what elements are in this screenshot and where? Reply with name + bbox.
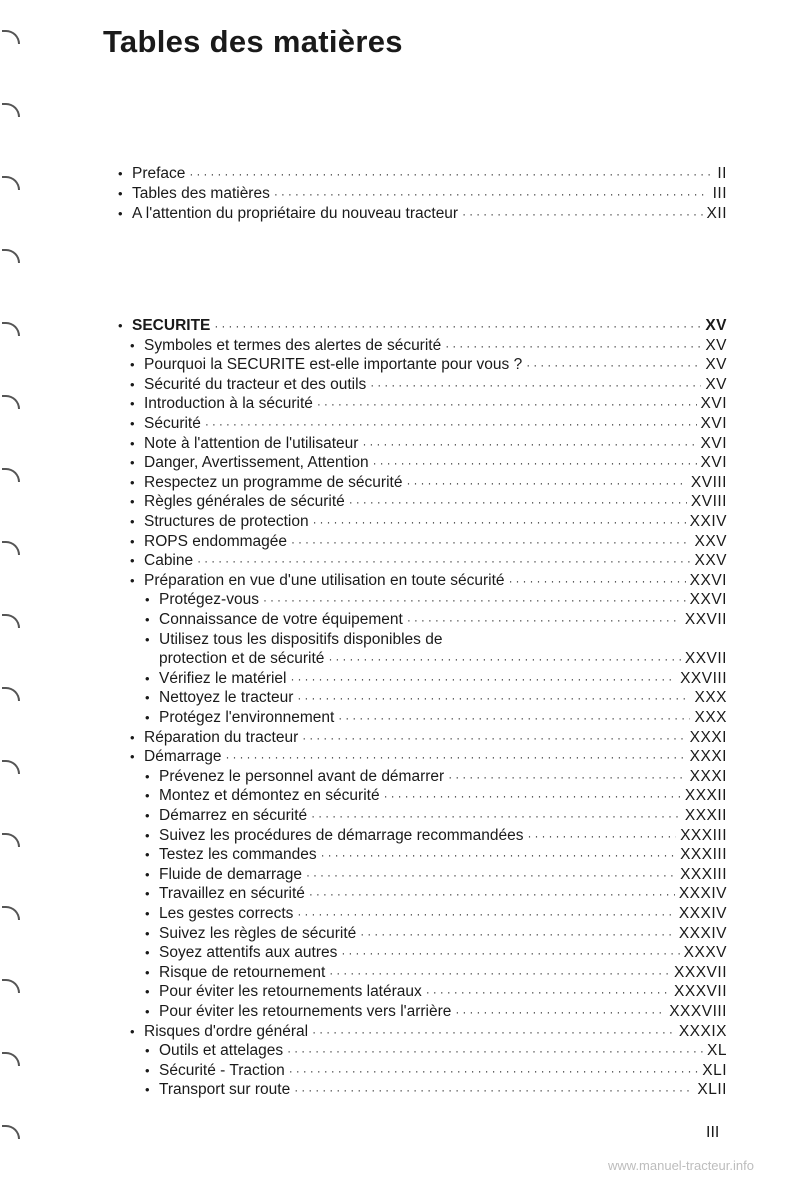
binding-hole-mark bbox=[2, 1125, 20, 1139]
toc-bullet: • bbox=[145, 1004, 150, 1019]
toc-bullet: • bbox=[145, 925, 150, 941]
toc-entry-page: XXXI bbox=[689, 748, 727, 766]
toc-leader-dots bbox=[384, 786, 681, 806]
toc-entry bbox=[130, 414, 727, 434]
toc-leader-dots bbox=[214, 316, 701, 336]
toc-entry bbox=[118, 164, 727, 184]
toc-entry-label: Démarrez en sécurité bbox=[159, 807, 308, 824]
toc-entry-label: Les gestes corrects bbox=[159, 905, 294, 922]
toc-leader-dots bbox=[448, 767, 685, 787]
toc-entry-label: ROPS endommagée bbox=[144, 532, 288, 550]
toc-bullet: • bbox=[145, 1062, 150, 1078]
toc-leader-dots bbox=[406, 473, 686, 493]
toc-bullet: • bbox=[130, 455, 135, 471]
watermark: www.manuel-tracteur.info bbox=[608, 1158, 754, 1173]
toc-bullet: • bbox=[130, 494, 135, 510]
toc-entry-page: XXXIX bbox=[678, 1022, 727, 1040]
toc-leader-dots bbox=[455, 1002, 665, 1022]
toc-entry-label: Outils et attelages bbox=[159, 1042, 284, 1060]
toc-entry-page: XVIII bbox=[690, 473, 727, 491]
toc-entry-label: Règles générales de sécurité bbox=[144, 493, 345, 511]
binding-hole-mark bbox=[2, 468, 20, 482]
toc-entry bbox=[130, 532, 727, 552]
toc-bullet: • bbox=[145, 886, 150, 902]
toc-entry bbox=[130, 1022, 727, 1042]
toc-entry bbox=[130, 336, 727, 356]
toc-entry-label: Sécurité - Traction bbox=[159, 1061, 285, 1079]
toc-bullet: • bbox=[130, 514, 135, 529]
toc-entry-label: Respectez un programme de sécurité bbox=[144, 473, 403, 491]
toc-entry-page: XV bbox=[705, 356, 727, 374]
toc-entry bbox=[130, 355, 727, 375]
toc-entry-label: Introduction à la sécurité bbox=[144, 395, 313, 413]
toc-bullet: • bbox=[145, 1043, 150, 1059]
toc-entry-page: II bbox=[717, 165, 727, 182]
toc-entry-label: Travaillez en sécurité bbox=[159, 885, 305, 903]
toc-bullet: • bbox=[130, 749, 135, 765]
toc-leader-dots bbox=[302, 728, 685, 748]
toc-entry-label: Préparation en vue d'une utilisation en toute sécurité bbox=[144, 571, 505, 589]
toc-entry-page: XXIV bbox=[689, 513, 727, 530]
toc-bullet: • bbox=[130, 533, 135, 549]
toc-leader-dots bbox=[309, 884, 675, 904]
toc-entry-page: XVI bbox=[700, 434, 727, 452]
toc-entry bbox=[145, 826, 727, 846]
toc-entry-label: Suivez les procédures de démarrage recommandées bbox=[159, 826, 524, 844]
toc-leader-dots bbox=[317, 394, 697, 414]
toc-bullet: • bbox=[145, 847, 150, 863]
toc-bullet: • bbox=[130, 416, 135, 431]
toc-entry-label: Symboles et termes des alertes de sécurité bbox=[144, 336, 442, 354]
toc-entry-page: XLI bbox=[702, 1061, 727, 1079]
toc-entry bbox=[145, 708, 727, 728]
toc-entry bbox=[145, 1061, 727, 1081]
toc-entry-label: Cabine bbox=[144, 552, 194, 570]
toc-leader-dots bbox=[338, 708, 690, 728]
toc-leader-dots bbox=[291, 669, 677, 689]
toc-entry bbox=[145, 1041, 727, 1061]
toc-entry-label: Prévenez le personnel avant de démarrer bbox=[159, 767, 445, 785]
toc-bullet: • bbox=[130, 729, 135, 745]
toc-entry-page: XXXIV bbox=[678, 885, 727, 903]
toc-entry-label: Danger, Avertissement, Attention bbox=[144, 454, 369, 472]
toc-leader-dots bbox=[312, 1022, 675, 1042]
toc-bullet: • bbox=[130, 553, 135, 569]
toc-entry bbox=[145, 630, 727, 650]
binding-hole-mark bbox=[2, 906, 20, 920]
binding-hole-mark bbox=[2, 176, 20, 190]
toc-leader-dots bbox=[445, 336, 701, 356]
toc-entry-label: Réparation du tracteur bbox=[144, 728, 299, 746]
toc-entry-page: XXX bbox=[694, 689, 727, 707]
binding-hole-mark bbox=[2, 833, 20, 847]
toc-entry-page: XXXIV bbox=[678, 905, 727, 922]
toc-entry-label: Connaissance de votre équipement bbox=[159, 611, 403, 628]
toc-entry bbox=[145, 963, 727, 983]
toc-leader-dots bbox=[360, 924, 675, 944]
toc-entry-page: XLII bbox=[697, 1081, 727, 1099]
toc-entry-label: Pour éviter les retournements latéraux bbox=[159, 983, 422, 1001]
toc-entry-page: XVI bbox=[700, 395, 727, 413]
toc-entry-page: XV bbox=[705, 375, 727, 393]
toc-entry-label: Nettoyez le tracteur bbox=[159, 689, 294, 707]
toc-entry-label: A l'attention du propriétaire du nouveau tracteur bbox=[132, 205, 459, 222]
toc-entry bbox=[130, 375, 727, 395]
toc-entry bbox=[145, 845, 727, 865]
toc-leader-dots bbox=[297, 904, 674, 924]
toc-entry-page: XXV bbox=[694, 532, 727, 550]
toc-leader-dots bbox=[311, 806, 681, 826]
toc-entry bbox=[145, 1002, 727, 1022]
toc-entry bbox=[145, 669, 727, 689]
toc-entry bbox=[145, 982, 727, 1002]
binding-hole-mark bbox=[2, 395, 20, 409]
toc-entry bbox=[130, 571, 727, 591]
binding-hole-mark bbox=[2, 614, 20, 628]
toc-entry bbox=[130, 512, 727, 532]
binding-hole-mark bbox=[2, 103, 20, 117]
toc-bullet: • bbox=[145, 612, 150, 627]
toc-leader-dots bbox=[341, 943, 679, 963]
toc-entry bbox=[145, 904, 727, 924]
toc-entry-label: Fluide de demarrage bbox=[159, 865, 303, 883]
toc-entry-page: XVI bbox=[700, 415, 727, 432]
toc-entry-label: protection et de sécurité bbox=[159, 650, 325, 668]
toc-bullet: • bbox=[145, 984, 150, 1000]
toc-entry-label: Structures de protection bbox=[144, 513, 309, 530]
toc-entry-label: Sécurité du tracteur et des outils bbox=[144, 375, 367, 393]
toc-entry-page: XXXIV bbox=[678, 924, 727, 942]
toc-entry-label: Utilisez tous les dispositifs disponibles de bbox=[159, 630, 443, 648]
toc-bullet: • bbox=[130, 572, 135, 588]
toc-entry-label: Montez et démontez en sécurité bbox=[159, 787, 380, 805]
toc-entry-page: XXXI bbox=[689, 767, 727, 785]
toc-entry bbox=[145, 590, 727, 610]
toc-entry bbox=[130, 434, 727, 454]
toc-leader-dots bbox=[509, 571, 686, 591]
binding-hole-mark bbox=[2, 322, 20, 336]
toc-entry bbox=[145, 688, 727, 708]
toc-entry bbox=[145, 924, 727, 944]
toc-entry bbox=[130, 492, 727, 512]
toc-bullet: • bbox=[130, 474, 135, 490]
toc-leader-dots bbox=[205, 414, 697, 434]
toc-entry-page: XVI bbox=[700, 454, 727, 472]
toc-entry bbox=[130, 473, 727, 493]
toc-entry-label: Risques d'ordre général bbox=[144, 1022, 309, 1040]
toc-leader-dots bbox=[306, 865, 676, 885]
toc-entry-label: Soyez attentifs aux autres bbox=[159, 944, 338, 962]
toc-leader-dots bbox=[297, 688, 690, 708]
toc-leader-dots bbox=[289, 1061, 698, 1081]
toc-entry-page: XXXII bbox=[684, 807, 727, 824]
toc-bullet: • bbox=[130, 1023, 135, 1039]
toc-leader-dots bbox=[527, 826, 676, 846]
binding-hole-mark bbox=[2, 541, 20, 555]
toc-entry bbox=[130, 551, 727, 571]
toc-entry bbox=[130, 728, 727, 748]
toc-entry-label: Preface bbox=[132, 165, 186, 182]
toc-leader-dots bbox=[329, 963, 670, 983]
toc-entry bbox=[130, 747, 727, 767]
toc-leader-dots bbox=[287, 1041, 703, 1061]
toc-bullet: • bbox=[130, 337, 135, 353]
toc-entry-page: XXX bbox=[694, 709, 727, 726]
toc-entry-label: Note à l'attention de l'utilisateur bbox=[144, 434, 359, 452]
toc-entry-label: Tables des matières bbox=[132, 185, 270, 202]
toc-entry bbox=[130, 394, 727, 414]
toc-entry-page: XXVI bbox=[689, 591, 727, 609]
toc-leader-dots bbox=[526, 355, 701, 375]
toc-entry bbox=[118, 184, 727, 204]
toc-bullet: • bbox=[145, 670, 150, 686]
binding-hole-mark bbox=[2, 249, 20, 263]
toc-leader-dots bbox=[462, 204, 702, 224]
toc-leader-dots bbox=[274, 184, 709, 204]
toc-entry bbox=[145, 767, 727, 787]
page-number: III bbox=[706, 1124, 720, 1141]
toc-entry-label: Protégez-vous bbox=[159, 591, 259, 609]
toc-entry bbox=[118, 204, 727, 224]
toc-entry-label: Protégez l'environnement bbox=[159, 709, 335, 726]
toc-bullet: • bbox=[130, 435, 135, 451]
binding-holes bbox=[0, 0, 30, 1180]
toc-bullet: • bbox=[130, 396, 135, 412]
toc-entry-label: Pour éviter les retournements vers l'arrière bbox=[159, 1003, 452, 1020]
toc-bullet: • bbox=[130, 357, 135, 373]
toc-entry-label: Vérifiez le matériel bbox=[159, 669, 287, 687]
toc-bullet: • bbox=[145, 768, 150, 784]
toc-entry bbox=[145, 884, 727, 904]
toc-bullet: • bbox=[118, 166, 123, 181]
toc-entry-page: XXV bbox=[694, 552, 727, 570]
toc-leader-dots bbox=[328, 649, 680, 669]
toc-leader-dots bbox=[263, 590, 686, 610]
toc-leader-dots bbox=[426, 982, 670, 1002]
toc-leader-dots bbox=[291, 532, 690, 552]
toc-entry bbox=[145, 610, 727, 630]
toc-leader-dots bbox=[226, 747, 686, 767]
toc-bullet: • bbox=[145, 866, 150, 882]
toc-leader-dots bbox=[197, 551, 690, 571]
toc-entry-page: XXXIII bbox=[680, 865, 727, 883]
binding-hole-mark bbox=[2, 760, 20, 774]
toc-entry-page: XVIII bbox=[690, 493, 727, 511]
toc-bullet: • bbox=[118, 186, 123, 201]
toc-entry-page: XXVII bbox=[684, 611, 727, 628]
toc-entry bbox=[145, 649, 727, 669]
toc-entry-page: XXXV bbox=[683, 944, 727, 962]
binding-hole-mark bbox=[2, 687, 20, 701]
toc-leader-dots bbox=[189, 164, 713, 184]
toc-entry bbox=[145, 943, 727, 963]
toc-bullet: • bbox=[145, 808, 150, 823]
toc-leader-dots bbox=[321, 845, 676, 865]
toc-entry-label: Transport sur route bbox=[159, 1081, 291, 1099]
toc-entry-page: XXVII bbox=[684, 650, 727, 668]
toc-entry-page: XV bbox=[705, 336, 727, 354]
binding-hole-mark bbox=[2, 979, 20, 993]
toc-entry-page: XXXI bbox=[689, 728, 727, 746]
toc-leader-dots bbox=[373, 453, 697, 473]
toc-leader-dots bbox=[349, 492, 687, 512]
toc-entry-label: Démarrage bbox=[144, 748, 222, 766]
binding-hole-mark bbox=[2, 30, 20, 44]
toc-entry-page: XXXIII bbox=[680, 826, 727, 844]
toc-leader-dots bbox=[370, 375, 701, 395]
toc-entry bbox=[145, 806, 727, 826]
toc-leader-dots bbox=[294, 1080, 693, 1100]
toc-entry-label: Risque de retournement bbox=[159, 963, 326, 981]
toc-bullet: • bbox=[130, 376, 135, 392]
toc-entry-label: SECURITE bbox=[132, 317, 211, 334]
toc-bullet: • bbox=[118, 318, 123, 333]
toc-bullet: • bbox=[145, 945, 150, 961]
toc-bullet: • bbox=[145, 690, 150, 706]
toc-entry-page: XXXVII bbox=[674, 963, 727, 981]
toc-entry-page: XXXVII bbox=[674, 983, 727, 1001]
toc-entry-page: XXXII bbox=[684, 787, 727, 805]
toc-entry-page: XV bbox=[705, 317, 727, 334]
toc-entry-page: XXXVIII bbox=[669, 1003, 727, 1020]
binding-hole-mark bbox=[2, 1052, 20, 1066]
toc-bullet: • bbox=[145, 827, 150, 843]
toc-entry-page: XL bbox=[707, 1042, 727, 1060]
toc-entry bbox=[145, 786, 727, 806]
toc-bullet: • bbox=[145, 964, 150, 980]
toc-entry-label: Testez les commandes bbox=[159, 846, 317, 864]
toc-leader-dots bbox=[313, 512, 686, 532]
toc-bullet: • bbox=[145, 788, 150, 804]
toc-bullet: • bbox=[145, 1082, 150, 1098]
toc-entry bbox=[130, 453, 727, 473]
toc-bullet: • bbox=[145, 906, 150, 921]
toc-bullet: • bbox=[145, 592, 150, 608]
toc-entry-label: Sécurité bbox=[144, 415, 201, 432]
toc-entry bbox=[145, 1080, 727, 1100]
page-title: Tables des matières bbox=[103, 24, 403, 59]
toc-entry-page: XXVIII bbox=[680, 669, 727, 687]
toc-leader-dots bbox=[362, 434, 696, 454]
toc-leader-dots bbox=[407, 610, 681, 630]
toc-entry-label: Suivez les règles de sécurité bbox=[159, 924, 357, 942]
toc-entry bbox=[118, 316, 727, 336]
toc-bullet: • bbox=[145, 631, 150, 647]
toc-entry-label: Pourquoi la SECURITE est-elle importante pour vous ? bbox=[144, 356, 523, 374]
toc-entry-page: XII bbox=[706, 205, 727, 222]
toc-entry-page: XXVI bbox=[689, 571, 727, 589]
toc-bullet: • bbox=[118, 206, 123, 221]
toc-entry bbox=[145, 865, 727, 885]
toc-entry-page: XXXIII bbox=[680, 846, 727, 864]
toc-entry-page: III bbox=[712, 185, 727, 202]
toc-bullet: • bbox=[145, 710, 150, 725]
